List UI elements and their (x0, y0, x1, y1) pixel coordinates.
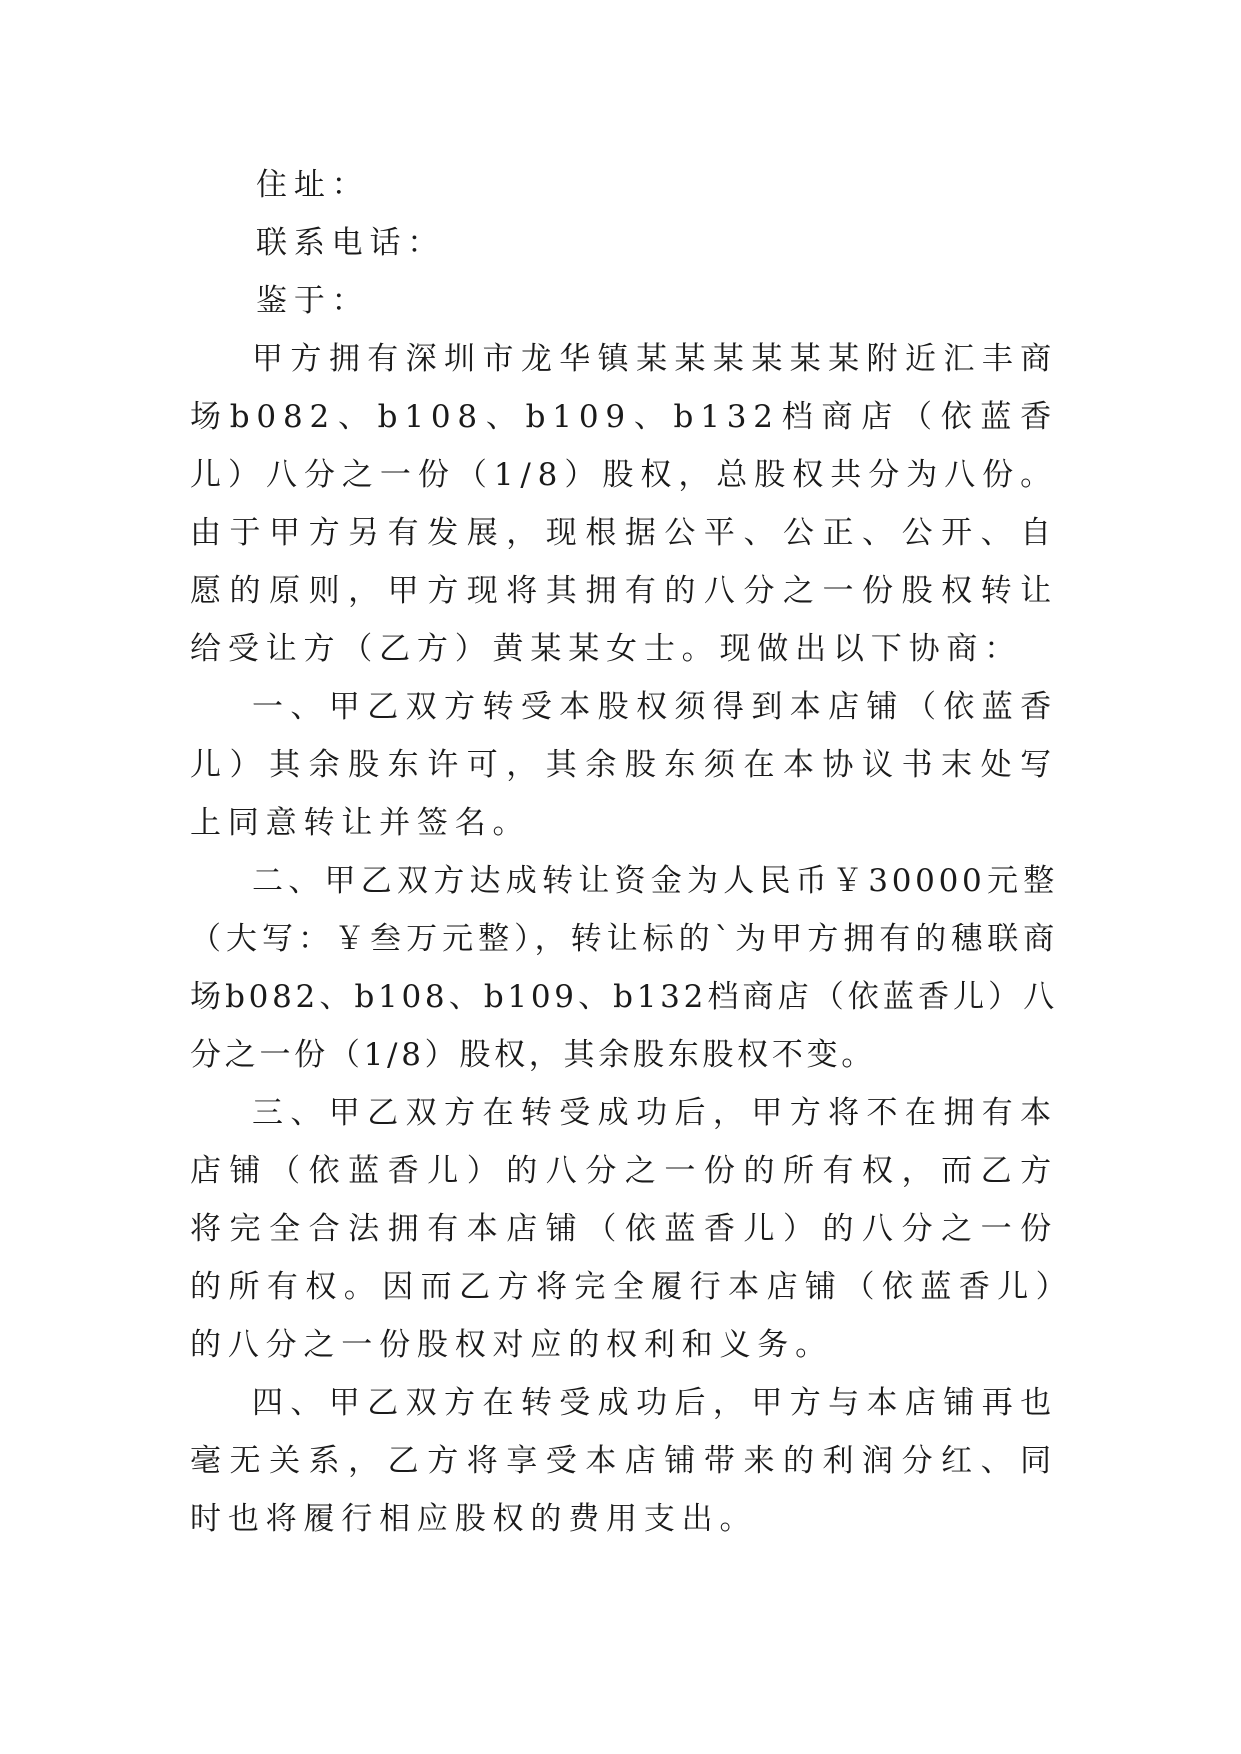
clause-4-paragraph: 四、甲乙双方在转受成功后，甲方与本店铺再也毫无关系，乙方将享受本店铺带来的利润分红、同时也将履行相应股权的费用支出。 (190, 1385, 1058, 1537)
whereas-label: 鉴于： (256, 283, 370, 319)
clause-3-paragraph: 三、甲乙双方在转受成功后，甲方将不在拥有本店铺（依蓝香儿）的八分之一份的所有权，而乙方将完全合法拥有本店铺（依蓝香儿）的八分之一份的所有权。因而乙方将完全履行本店铺（依蓝香儿）的八分之一份股权对应的权利和义务。 (190, 1095, 1058, 1363)
intro-paragraph: 甲方拥有深圳市龙华镇某某某某某某附近汇丰商场b082、b108、b109、b132档商店（依蓝香儿）八分之一份（1/8）股权，总股权共分为八份。由于甲方另有发展，现根据公平、公正、公开、自愿的原则，甲方现将其拥有的八分之一份股权转让给受让方（乙方）黄某某女士。现做出以下协商： (190, 341, 1058, 667)
clause-2-paragraph: 二、甲乙双方达成转让资金为人民币￥30000元整（大写：￥叁万元整），转让标的`为甲方拥有的穗联商场b082、b108、b109、b132档商店（依蓝香儿）八分之一份（1/8）股权，其余股东股权不变。 (190, 863, 1058, 1073)
phone-label: 联系电话： (256, 225, 446, 261)
clause-1-paragraph: 一、甲乙双方转受本股权须得到本店铺（依蓝香儿）其余股东许可，其余股东须在本协议书末处写上同意转让并签名。 (190, 689, 1058, 841)
document-body (190, 156, 1058, 1548)
address-label: 住址： (256, 167, 370, 203)
